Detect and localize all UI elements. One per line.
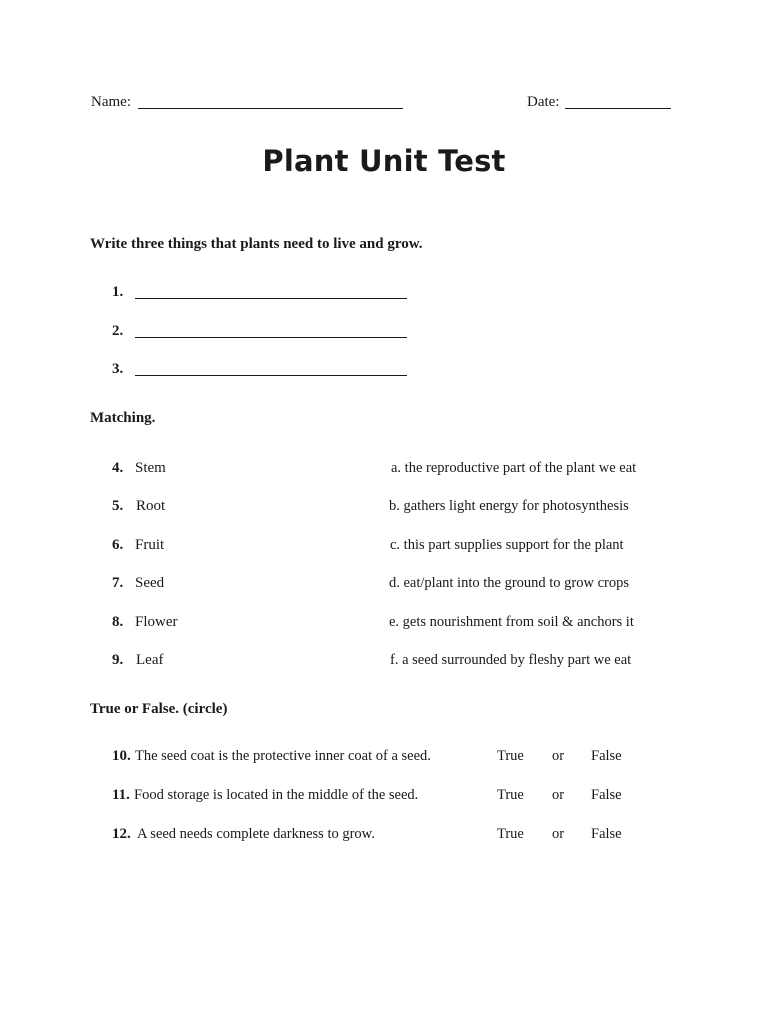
question-number: 8. xyxy=(112,614,124,630)
date-label: Date: xyxy=(527,94,560,110)
name-blank[interactable] xyxy=(138,108,403,109)
section-needs-instruction: Write three things that plants need to live and grow. xyxy=(90,236,423,252)
true-false-statement: Food storage is located in the middle of the seed. xyxy=(134,787,419,803)
matching-term: Fruit xyxy=(135,537,165,553)
question-number: 10. xyxy=(112,748,131,764)
section-true-false-heading: True or False. (circle) xyxy=(90,701,228,717)
question-number: 4. xyxy=(112,460,124,476)
true-false-statement: A seed needs complete darkness to grow. xyxy=(137,826,375,842)
true-option[interactable]: True xyxy=(497,787,524,803)
false-option[interactable]: False xyxy=(591,748,622,764)
question-number: 12. xyxy=(112,826,131,842)
answer-number: 3. xyxy=(112,361,124,377)
question-number: 9. xyxy=(112,652,124,668)
matching-definition: c. this part supplies support for the plant xyxy=(390,537,624,553)
answer-number: 2. xyxy=(112,323,124,339)
question-number: 11. xyxy=(112,787,130,803)
or-label: or xyxy=(552,748,565,764)
matching-definition: e. gets nourishment from soil & anchors it xyxy=(389,614,634,630)
page-title: Plant Unit Test xyxy=(262,144,506,178)
date-blank[interactable] xyxy=(565,108,671,109)
answer-blank-3[interactable] xyxy=(135,375,407,376)
matching-definition: f. a seed surrounded by fleshy part we eat xyxy=(390,652,632,668)
true-option[interactable]: True xyxy=(497,748,524,764)
true-false-statement: The seed coat is the protective inner coat of a seed. xyxy=(135,748,431,764)
question-number: 6. xyxy=(112,537,124,553)
question-number: 5. xyxy=(112,498,124,514)
answer-number: 1. xyxy=(112,284,124,300)
matching-term: Stem xyxy=(135,460,166,476)
matching-definition: a. the reproductive part of the plant we eat xyxy=(391,460,637,476)
or-label: or xyxy=(552,787,565,803)
section-matching-heading: Matching. xyxy=(90,410,156,426)
true-option[interactable]: True xyxy=(497,826,524,842)
or-label: or xyxy=(552,826,565,842)
answer-blank-2[interactable] xyxy=(135,337,407,338)
answer-blank-1[interactable] xyxy=(135,298,407,299)
matching-definition: d. eat/plant into the ground to grow crops xyxy=(389,575,630,591)
false-option[interactable]: False xyxy=(591,787,622,803)
question-number: 7. xyxy=(112,575,124,591)
false-option[interactable]: False xyxy=(591,826,622,842)
matching-term: Root xyxy=(136,498,166,514)
matching-term: Flower xyxy=(135,614,178,630)
matching-definition: b. gathers light energy for photosynthesis xyxy=(389,498,629,514)
name-label: Name: xyxy=(91,94,131,110)
matching-term: Leaf xyxy=(136,652,164,668)
matching-term: Seed xyxy=(135,575,165,591)
